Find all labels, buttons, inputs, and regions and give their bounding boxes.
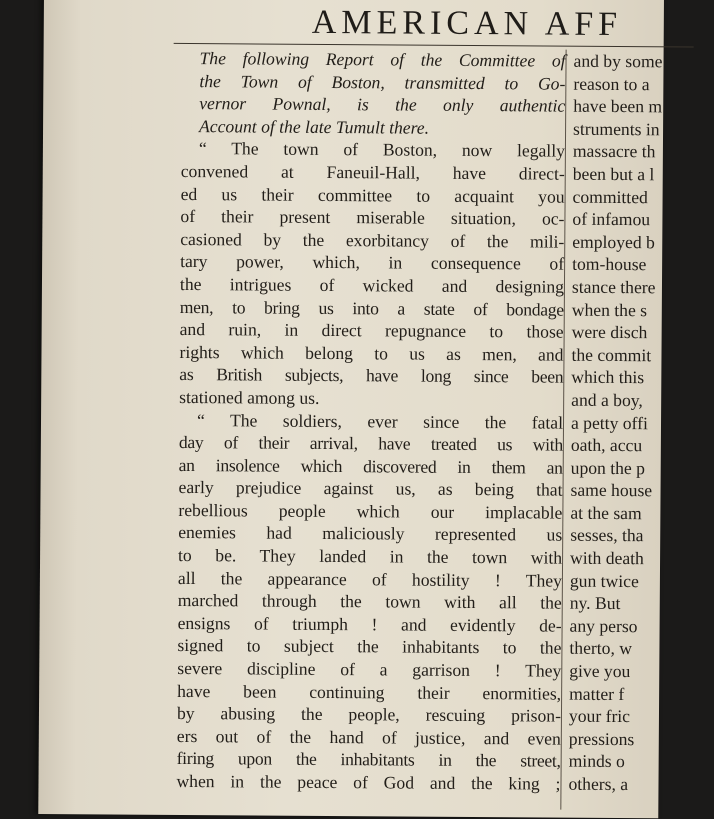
- right-line: sesses, tha: [570, 525, 644, 546]
- right-line: have been m: [573, 95, 663, 117]
- intro-line: Account of the late Tumult there.: [199, 115, 430, 138]
- body-line: men, to bring us into a state of bondage: [179, 296, 564, 320]
- right-line: with death: [570, 547, 644, 569]
- right-line: reason to a: [573, 73, 650, 94]
- right-line: were disch: [571, 321, 648, 343]
- body-line: stationed among us.: [179, 386, 320, 408]
- right-line: gun twice: [569, 570, 639, 591]
- right-line: a petty offi: [570, 412, 648, 433]
- body-line: an insolence which discovered in them an: [178, 454, 563, 478]
- body-line: by abusing the people, rescuing prison-: [176, 703, 562, 726]
- body-line: severe discipline of a garrison ! They: [177, 657, 562, 681]
- right-line: minds o: [568, 751, 625, 772]
- intro-line: The following Report of the Committee of: [199, 48, 566, 71]
- right-line: and by some: [573, 50, 663, 72]
- body-line: have been continuing their enormities,: [177, 680, 562, 704]
- body-line: signed to subject the inhabitants to the: [177, 635, 562, 659]
- right-line: upon the p: [570, 457, 646, 478]
- right-line: pressions: [568, 728, 635, 749]
- body-line: “ The town of Boston, now legally: [198, 138, 565, 162]
- body-line: to be. They landed in the town with: [178, 545, 563, 568]
- right-line: any perso: [569, 615, 638, 637]
- body-line: rebellious people which our implacable: [178, 499, 563, 523]
- intro-line: the Town of Boston, transmitted to Go-: [199, 70, 566, 94]
- body-line: “ The soldiers, ever since the fatal: [196, 409, 564, 433]
- right-line: at the sam: [570, 502, 642, 524]
- right-line: which this: [571, 367, 645, 388]
- main-column: [176, 47, 565, 795]
- body-line: rights which belong to us as men, and: [179, 341, 564, 365]
- right-line: when the s: [571, 299, 648, 320]
- right-line: your fric: [568, 705, 631, 727]
- right-line: the commit: [571, 344, 652, 365]
- right-line: same house: [570, 479, 653, 501]
- body-line: the intrigues of wicked and designing: [179, 273, 565, 297]
- intro-line: vernor Pownal, is the only authentic: [199, 93, 566, 116]
- body-line: convened at Faneuil-Hall, have direct-: [180, 160, 565, 184]
- right-line: struments in: [573, 118, 660, 140]
- body-line: ensigns of triumph ! and evidently de-: [177, 612, 562, 636]
- right-line: oath, accu: [570, 434, 643, 456]
- body-line: and ruin, in direct repugnance to those: [179, 319, 564, 342]
- right-line: others, a: [568, 773, 629, 795]
- right-line: matter f: [569, 683, 625, 704]
- body-line: when in the peace of God and the king ;: [176, 770, 561, 794]
- right-line: been but a l: [572, 163, 655, 185]
- right-line: stance there: [571, 276, 656, 298]
- body-line: ers out of the hand of justice, and even: [176, 725, 561, 749]
- newspaper-page: [38, 0, 664, 818]
- right-line: employed b: [572, 231, 655, 253]
- body-line: tary power, which, in consequence of: [180, 251, 565, 274]
- page-header: AMERICAN AFF: [311, 3, 623, 44]
- right-column: [568, 50, 713, 797]
- body-line: firing upon the inhabitants in the street,: [176, 748, 561, 772]
- right-line: ny. But: [569, 592, 621, 614]
- body-line: ed us their committee to acquaint you: [180, 183, 565, 207]
- right-line: massacre th: [572, 141, 656, 162]
- right-line: committed: [572, 186, 648, 207]
- right-line: give you: [569, 660, 631, 682]
- body-line: early prejudice against us, as being that: [178, 477, 563, 500]
- right-line: therto, w: [569, 638, 633, 659]
- body-line: of their present miserable situation, oc-: [180, 206, 565, 229]
- body-line: marched through the town with all the: [177, 590, 562, 613]
- body-line: day of their arrival, have treated us with: [178, 432, 563, 455]
- body-line: as British subjects, have long since been: [179, 364, 564, 387]
- body-line: casioned by the exorbitancy of the mili-: [180, 228, 565, 252]
- right-line: tom-house: [572, 254, 647, 275]
- body-line: enemies had maliciously represented us: [178, 522, 563, 546]
- right-line: of infamou: [572, 208, 651, 230]
- right-line: and a boy,: [571, 389, 643, 411]
- body-line: all the appearance of hostility ! They: [177, 567, 562, 591]
